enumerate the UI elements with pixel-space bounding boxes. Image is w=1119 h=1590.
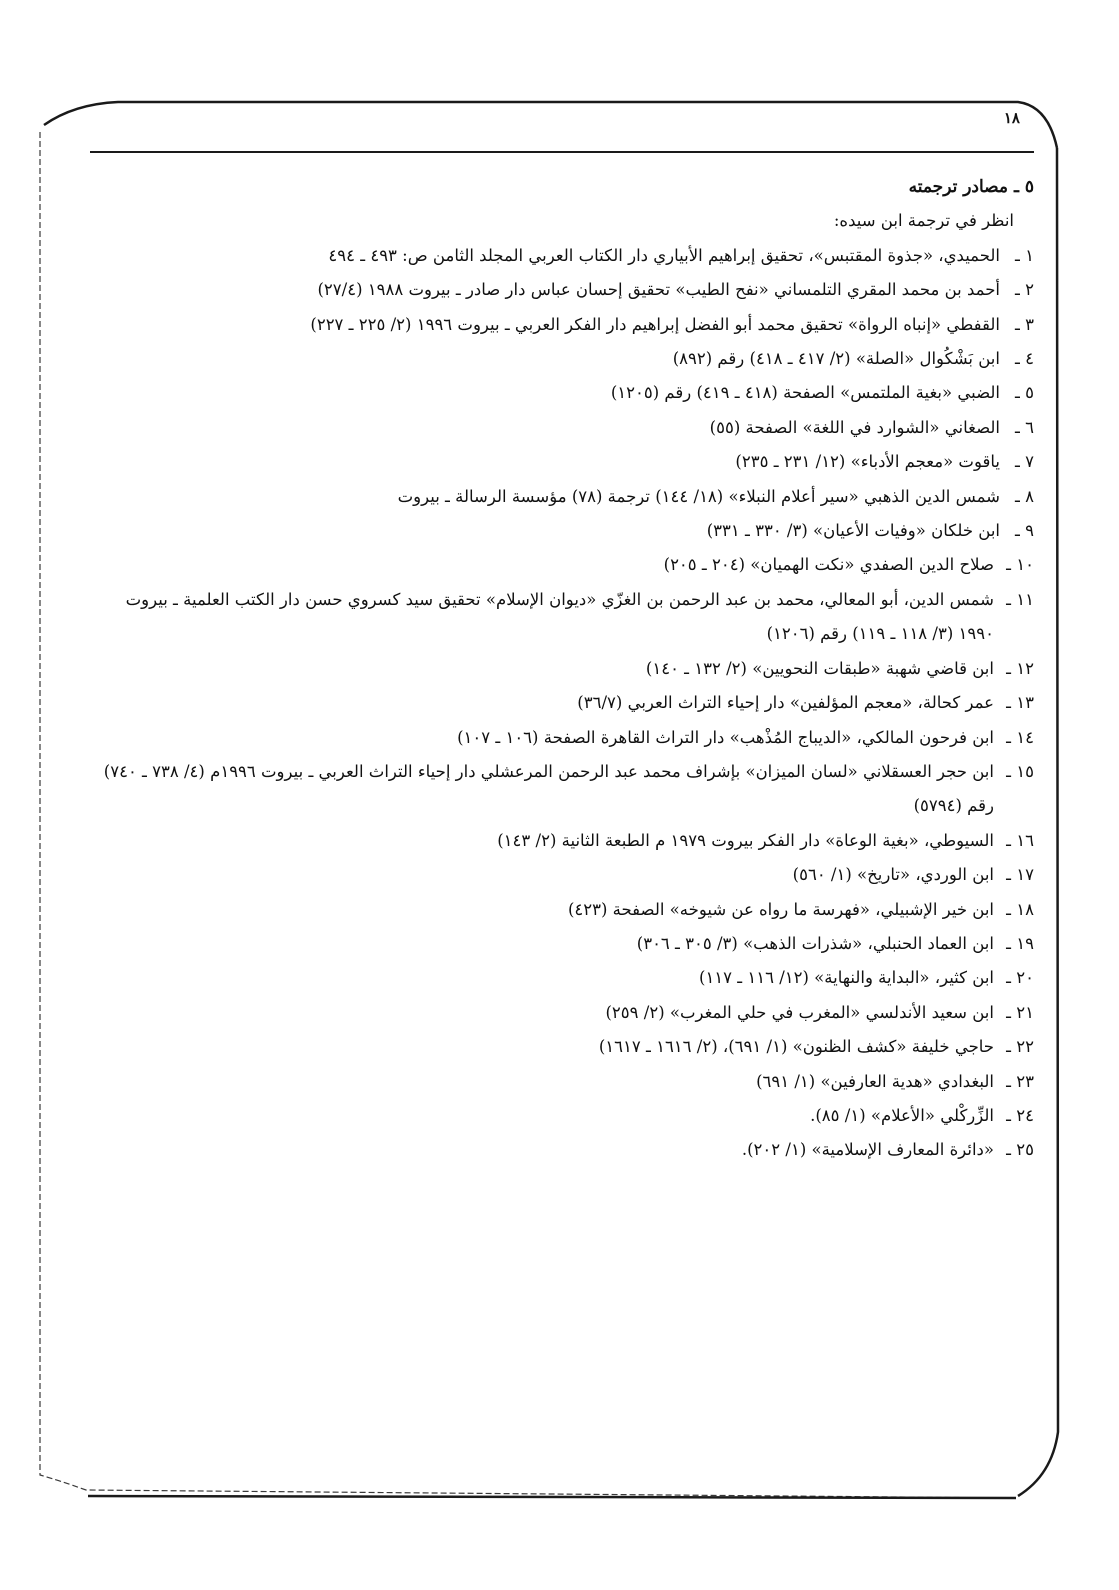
item-text: شمس الدين، أبو المعالي، محمد بن عبد الرحمن بن الغزّي «ديوان الإسلام» تحقيق سيد كسروي حسن دار الكتب العلمية ـ بيروت ١٩٩٠ (٣/ ١١٨ ـ ١١٩) رقم (١٢٠٦) bbox=[120, 589, 994, 644]
list-item bbox=[90, 1030, 1034, 1064]
item-text: عمر كحالة، «معجم المؤلفين» دار إحياء التراث العربي (٣٦/٧) bbox=[577, 693, 994, 713]
item-text: حاجي خليفة «كشف الظنون» (١/ ٦٩١)، (٢/ ١٦١٦ ـ ١٦١٧) bbox=[598, 1037, 994, 1057]
item-text: ابن خير الإشبيلي، «فهرسة ما رواه عن شيوخه» الصفحة (٤٢٣) bbox=[567, 899, 994, 919]
item-text: ابن قاضي شهبة «طبقات النحويين» (٢/ ١٣٢ ـ ١٤٠) bbox=[645, 658, 994, 678]
item-text: الزِّركْلي «الأعلام» (١/ ٨٥). bbox=[810, 1105, 994, 1125]
item-text: «دائرة المعارف الإسلامية» (١/ ٢٠٢). bbox=[741, 1140, 994, 1160]
item-text: صلاح الدين الصفدي «نكت الهميان» (٢٠٤ ـ ٢٠٥) bbox=[663, 555, 994, 575]
list-item bbox=[90, 514, 1034, 548]
item-text: الحميدي، «جذوة المقتبس»، تحقيق إبراهيم الأبياري دار الكتاب العربي المجلد الثامن ص: ٤٩٣ ـ ٤٩٤ bbox=[328, 245, 1000, 265]
list-item bbox=[90, 652, 1034, 686]
list-item bbox=[90, 893, 1034, 927]
list-item bbox=[90, 1099, 1034, 1133]
list-item bbox=[90, 996, 1034, 1030]
item-number: ٢ ـ bbox=[1015, 280, 1034, 300]
list-item bbox=[90, 342, 1034, 376]
list-item bbox=[90, 721, 1034, 755]
list-item bbox=[90, 583, 1034, 652]
item-text: شمس الدين الذهبي «سير أعلام النبلاء» (١٨/ ١٤٤) ترجمة (٧٨) مؤسسة الرسالة ـ بيروت bbox=[397, 486, 1000, 506]
item-number: ٨ ـ bbox=[1015, 486, 1034, 506]
item-number: ٢٤ ـ bbox=[1006, 1105, 1034, 1125]
item-number: ٤ ـ bbox=[1015, 349, 1034, 369]
item-text: ابن خلكان «وفيات الأعيان» (٣/ ٣٣٠ ـ ٣٣١) bbox=[706, 521, 1000, 541]
item-number: ١٢ ـ bbox=[1006, 658, 1034, 678]
page-number: ١٨ bbox=[1003, 109, 1020, 127]
list-item bbox=[90, 445, 1034, 479]
item-number: ١٦ ـ bbox=[1006, 830, 1034, 850]
item-text: البغدادي «هدية العارفين» (١/ ٦٩١) bbox=[756, 1071, 994, 1091]
list-item bbox=[90, 548, 1034, 582]
item-number: ١٠ ـ bbox=[1006, 555, 1034, 575]
item-text: ابن بَشْكُوال «الصلة» (٢/ ٤١٧ ـ ٤١٨) رقم (٨٩٢) bbox=[672, 349, 1000, 369]
list-item bbox=[90, 1065, 1034, 1099]
item-text: ابن العماد الحنبلي، «شذرات الذهب» (٣/ ٣٠٥ ـ ٣٠٦) bbox=[636, 933, 994, 953]
list-item bbox=[90, 308, 1034, 342]
item-number: ٣ ـ bbox=[1015, 314, 1034, 334]
item-number: ٦ ـ bbox=[1015, 417, 1034, 437]
item-number: ٢١ ـ bbox=[1006, 1002, 1034, 1022]
item-number: ٧ ـ bbox=[1015, 452, 1034, 472]
list-item bbox=[90, 1133, 1034, 1167]
list-item bbox=[90, 927, 1034, 961]
item-text: ابن كثير، «البداية والنهاية» (١٢/ ١١٦ ـ ١١٧) bbox=[699, 968, 994, 988]
page-content bbox=[90, 170, 1034, 1168]
item-number: ٢٣ ـ bbox=[1006, 1071, 1034, 1091]
item-text: الضبي «بغية الملتمس» الصفحة (٤١٨ ـ ٤١٩) رقم (١٢٠٥) bbox=[610, 383, 1000, 403]
list-item bbox=[90, 239, 1034, 273]
list-item bbox=[90, 376, 1034, 410]
item-text: ياقوت «معجم الأدباء» (١٢/ ٢٣١ ـ ٢٣٥) bbox=[735, 452, 1000, 472]
list-item bbox=[90, 686, 1034, 720]
source-list bbox=[90, 239, 1034, 1168]
list-item bbox=[90, 411, 1034, 445]
item-text: ابن الوردي، «تاريخ» (١/ ٥٦٠) bbox=[792, 865, 994, 885]
item-text: السيوطي، «بغية الوعاة» دار الفكر بيروت ١٩٧٩ م الطبعة الثانية (٢/ ١٤٣) bbox=[497, 830, 994, 850]
item-number: ٢٢ ـ bbox=[1006, 1037, 1034, 1057]
item-text: ابن فرحون المالكي، «الديباج المُذْهب» دار التراث القاهرة الصفحة (١٠٦ ـ ١٠٧) bbox=[457, 727, 994, 747]
section-heading: ٥ ـ مصادر ترجمته bbox=[908, 177, 1034, 197]
item-number: ١٣ ـ bbox=[1006, 693, 1034, 713]
list-item bbox=[90, 858, 1034, 892]
item-number: ٩ ـ bbox=[1015, 521, 1034, 541]
item-number: ١ ـ bbox=[1015, 245, 1034, 265]
list-item bbox=[90, 961, 1034, 995]
item-text: ابن سعيد الأندلسي «المغرب في حلي المغرب» (٢/ ٢٥٩) bbox=[605, 1002, 994, 1022]
list-item bbox=[90, 273, 1034, 307]
item-text: القفطي «إنباه الرواة» تحقيق محمد أبو الفضل إبراهيم دار الفكر العربي ـ بيروت ١٩٩٦ (٢/ ٢٢٥ ـ ٢٢٧) bbox=[310, 314, 1000, 334]
item-number: ١٤ ـ bbox=[1006, 727, 1034, 747]
header-rule bbox=[90, 151, 1034, 153]
list-item bbox=[90, 824, 1034, 858]
item-number: ٢٥ ـ bbox=[1006, 1140, 1034, 1160]
list-item bbox=[90, 480, 1034, 514]
item-text: الصغاني «الشوارد في اللغة» الصفحة (٥٥) bbox=[709, 417, 1000, 437]
page bbox=[90, 108, 1034, 1528]
item-number: ١١ ـ bbox=[1006, 589, 1034, 609]
item-text: ابن حجر العسقلاني «لسان الميزان» بإشراف محمد عبد الرحمن المرعشلي دار إحياء التراث العربي ـ بيروت ١٩٩٦م (٤/ ٧٣٨ ـ ٧٤٠) رقم (٥٧٩٤) bbox=[98, 761, 994, 816]
item-text: أحمد بن محمد المقري التلمساني «نفح الطيب» تحقيق إحسان عباس دار صادر ـ بيروت ١٩٨٨ (٢٧/٤) bbox=[317, 280, 1000, 300]
item-number: ٥ ـ bbox=[1015, 383, 1034, 403]
item-number: ١٥ ـ bbox=[1006, 761, 1034, 781]
item-number: ١٨ ـ bbox=[1006, 899, 1034, 919]
list-item bbox=[90, 755, 1034, 824]
item-number: ٢٠ ـ bbox=[1006, 968, 1034, 988]
section-intro: انظر في ترجمة ابن سيده: bbox=[833, 211, 1014, 231]
item-number: ١٧ ـ bbox=[1006, 865, 1034, 885]
item-number: ١٩ ـ bbox=[1006, 933, 1034, 953]
